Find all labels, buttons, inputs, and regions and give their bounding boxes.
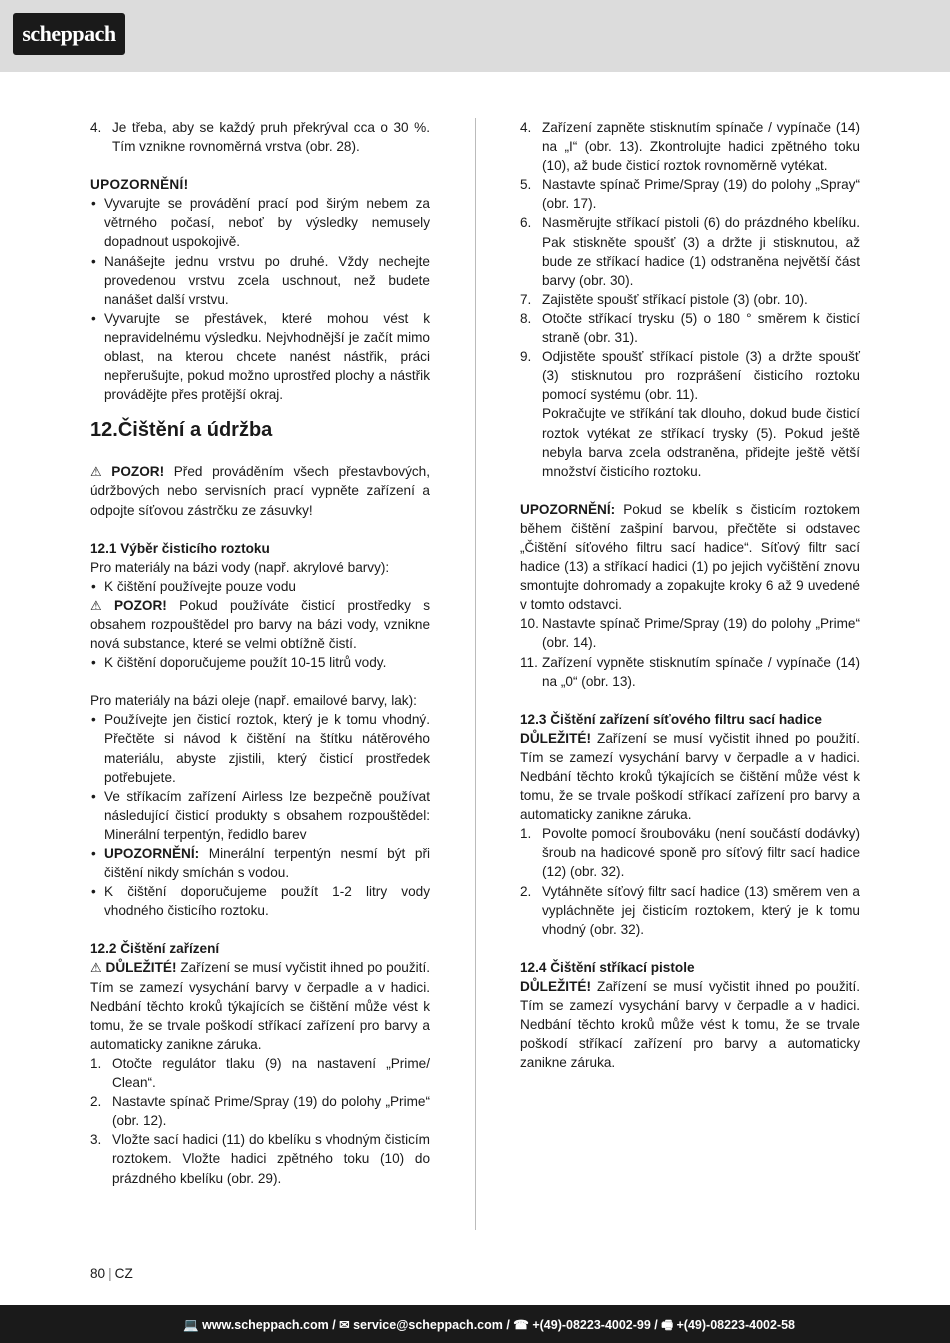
list-item: • Ve stříkacím zařízení Airless lze bezpečně používat následující čisticí produkty s obsahem rozpouštědel: Minerální terpentýn, ředidlo barev	[91, 788, 430, 842]
list-item: • Používejte jen čisticí roztok, který je k tomu vhodný. Přečtěte si návod k čištění na štítku nátěrového materiálu, abyste zjistili, který čisticí prostředek potřebujete.	[91, 712, 430, 785]
list-item: 11. Zařízení vypněte stisknutím spínače / vypínače (14) na „0“ (obr. 13).	[520, 654, 860, 689]
subsection-heading: 12.2 Čištění zařízení	[90, 941, 220, 957]
contact-line: 💻 www.scheppach.com / ✉ service@scheppach.com / ☎ +(49)-08223-4002-99 / 🖷 +(49)-08223-4002-58	[183, 1318, 795, 1332]
list-item: • Vyvarujte se přestávek, které mohou vést k nepravidelnému výsledku. Nejvhodnější je začít mimo oblast, na kterou chcete nanést nástřik, práci nepřerušujte, pokud možno uprostřed plochy a nástřik provádějte přes protější okraj.	[91, 310, 430, 403]
warning-triangle-icon: ⚠	[90, 597, 102, 613]
step-list	[520, 614, 860, 690]
list-item: 1. Povolte pomocí šroubováku (není součástí dodávky) šroub na hadicové sponě pro síťový filtr sací hadice (12) (obr. 32).	[520, 826, 860, 880]
list-item: 8. Otočte stříkací trysku (5) o 180 ° směrem k čisticí straně (obr. 31).	[520, 310, 860, 346]
important-paragraph: DŮLEŽITÉ! Zařízení se musí vyčistit ihned po použití. Tím se zamezí vysychání barvy v čerpadle a v hadici. Nedbání těchto kroků týkajících se čištění může vést k tomu, že se trvale poškodí stříkací zařízení pro barvy a automaticky zanikne záruka.	[520, 730, 860, 823]
scheppach-logo	[13, 13, 125, 55]
list-item: 7. Zajistěte spoušť stříkací pistole (3) (obr. 10).	[520, 291, 808, 307]
list-item: • Nanášejte jednu vrstvu po druhé. Vždy nechejte provedenou vrstvu zcela uschnout, než budete nanášet další vrstvu.	[91, 253, 430, 307]
step-list	[520, 118, 860, 481]
subsection-heading: 12.1 Výběr čisticího roztoku	[90, 540, 270, 556]
list-item: • UPOZORNĚNÍ: Minerální terpentýn nesmí být při čištění nikdy smíchán s vodou.	[91, 846, 430, 881]
list-item: 2. Nastavte spínač Prime/Spray (19) do polohy „Prime“ (obr. 12).	[90, 1094, 430, 1129]
paragraph: Pro materiály na bázi vody (např. akrylové barvy):	[90, 559, 390, 575]
warning-triangle-icon: ⚠	[90, 464, 102, 480]
list-item: • K čištění doporučujeme použít 1-2 litry vody vhodného čisticího roztoku.	[91, 884, 430, 919]
list-item: • K čištění používejte pouze vodu	[91, 578, 296, 594]
important-paragraph: DŮLEŽITÉ! Zařízení se musí vyčistit ihned po použití. Tím se zamezí vysychání barvy v čerpadle a v hadici. Nedbání těchto kroků může vést k tomu, že se trvale poškodí stříkací zařízení pro barvy a automaticky zanikne záruka.	[520, 978, 860, 1071]
subsection-heading: 12.4 Čištění stříkací pistole	[520, 959, 695, 975]
list-item: 1. Otočte regulátor tlaku (9) na nastavení „Prime/ Clean“.	[90, 1055, 430, 1091]
list-item: 4. Zařízení zapněte stisknutím spínače / vypínače (14) na „I“ (obr. 13). Zkontrolujte hadici zpětného toku (10), až bude čisticí roztok rovnoměrně vytékat.	[520, 120, 860, 174]
list-item: 9. Odjistěte spoušť stříkací pistole (3) a držte spoušť (3) stisknutou pro rozprášení čisticího roztoku pomocí systému (obr. 11).	[520, 349, 860, 403]
note-paragraph: UPOZORNĚNÍ: Pokud se kbelík s čisticím roztokem během čištění zašpiní barvou, přečtěte si odstavec „Čištění síťového filtru sací hadice“. Síťový filtr sací hadice (13) a stříkací hadici (1) po jejich vyčištění znovu smontujte dohromady a zopakujte kroky 6 až 9 uvedené v tomto odstavci.	[520, 501, 860, 613]
warning-triangle-icon: ⚠	[90, 960, 102, 976]
list-item: • Vyvarujte se provádění prací pod širým nebem za větrného počasí, neboť by výsledky nemusely dopadnout uspokojivě.	[91, 196, 430, 250]
warning-paragraph: ⚠ DŮLEŽITÉ! Zařízení se musí vyčistit ihned po použití. Tím se zamezí vysychání barvy v čerpadle a v hadici. Nedbání těchto kroků týkajících se čištění může vést k tomu, že se trvale poškodí stříkací zařízení pro barvy a automaticky zanikne záruka.	[90, 960, 430, 1052]
bullet-list	[90, 577, 430, 596]
list-item: 6. Nasměrujte stříkací pistoli (6) do prázdného kbelíku. Pak stiskněte spoušť (3) a držte ji stisknutou, až bude ze stříkací hadice (1) odstraněna největší část barvy (obr. 30).	[520, 215, 860, 288]
bullet-list	[90, 653, 430, 672]
subsection-heading: 12.3 Čištění zařízení síťového filtru sací hadice	[520, 711, 822, 727]
step-list	[520, 824, 860, 939]
left-column	[90, 118, 430, 1188]
note-bullets	[90, 194, 430, 404]
list-item: 4. Je třeba, aby se každý pruh překrýval cca o 30 %. Tím vznikne rovnoměrná vrstva (obr. 28).	[90, 120, 430, 155]
page-footer	[0, 1305, 950, 1343]
column-divider	[475, 118, 476, 1230]
paragraph: Pro materiály na bázi oleje (např. emailové barvy, lak):	[90, 693, 417, 709]
warning-paragraph: ⚠ POZOR! Pokud používáte čisticí prostředky s obsahem rozpouštědel pro barvy na bázi vody, vznikne nová substance, které se velmi obtížně čistí.	[90, 597, 430, 652]
warning-paragraph: ⚠ POZOR! Před prováděním všech přestavbových, údržbových nebo servisních prací vypněte zařízení a odpojte síťovou zástrčku ze zásuvky!	[90, 464, 430, 518]
section-heading: 12.Čištění a údržba	[90, 419, 273, 442]
bullet-list	[90, 710, 430, 920]
list-item-continuation: Pokračujte ve stříkání tak dlouho, dokud bude čisticí roztok vytékat ze stříkací trysky (5). Pokud ještě nebyla barva zcela odstraněna, přidejte ještě větší množství čisticího roztoku.	[542, 406, 860, 479]
step-list-continued	[90, 118, 430, 156]
step-list	[90, 1054, 430, 1188]
page-header	[0, 0, 950, 72]
note-heading: UPOZORNĚNÍ!	[90, 177, 189, 193]
logo-text: scheppach	[22, 21, 116, 46]
right-column	[520, 118, 860, 1072]
list-item: 2. Vytáhněte síťový filtr sací hadice (13) směrem ven a vypláchněte jej čisticím roztokem, který je k tomu vhodný (obr. 32).	[520, 883, 860, 937]
page-number: 80 | CZ	[90, 1266, 133, 1281]
list-item: 5. Nastavte spínač Prime/Spray (19) do polohy „Spray“ (obr. 17).	[520, 177, 860, 212]
list-item: 10. Nastavte spínač Prime/Spray (19) do polohy „Prime“ (obr. 14).	[520, 616, 860, 651]
list-item: • K čištění doporučujeme použít 10-15 litrů vody.	[91, 655, 387, 671]
list-item: 3. Vložte sací hadici (11) do kbelíku s vhodným čisticím roztokem. Vložte hadici zpětného toku (10) do prázdného kbelíku (obr. 29).	[90, 1132, 430, 1186]
